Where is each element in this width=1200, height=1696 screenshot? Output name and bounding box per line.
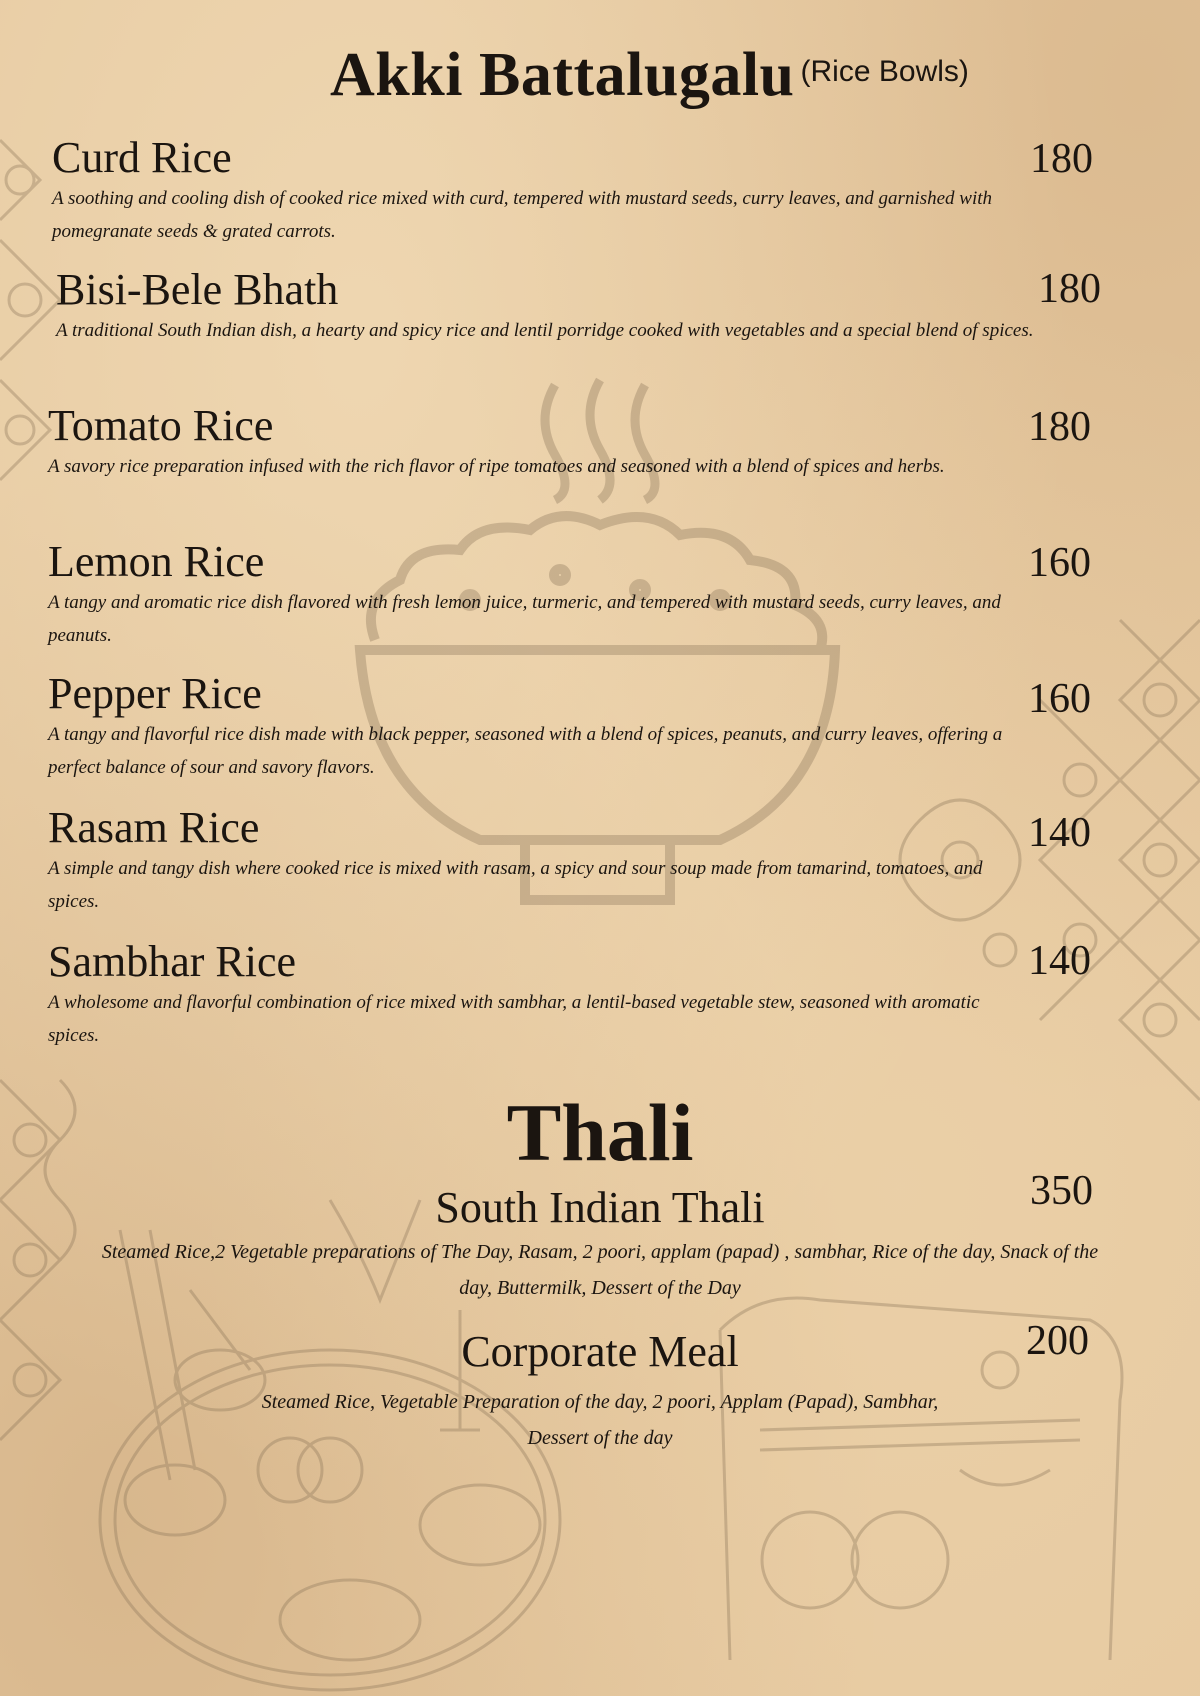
menu-item-price: 180: [1028, 404, 1091, 450]
thali-section-title: Thali: [506, 1087, 694, 1178]
menu-item-description: A wholesome and flavorful combination of rice mixed with sambhar, a lentil-based vegetable stew, seasoned with aromatic spices.: [48, 992, 980, 1046]
menu-item-name: Lemon Rice: [48, 537, 265, 586]
menu-item-description: A savory rice preparation infused with the rich flavor of ripe tomatoes and seasoned with a blend of spices and herbs.: [48, 456, 945, 477]
thali-item-name: Corporate Meal: [461, 1327, 739, 1376]
menu-item-name: Bisi-Bele Bhath: [56, 265, 339, 314]
thali-item-name: South Indian Thali: [435, 1183, 765, 1232]
menu-item-price: 180: [1030, 136, 1093, 182]
menu-item-description: A tangy and flavorful rice dish made with black pepper, seasoned with a blend of spices, peanuts, and curry leaves, offering a perfect balance of sour and savory flavors.: [48, 724, 1003, 778]
menu-item-name: Curd Rice: [52, 133, 232, 182]
menu-item-price: 160: [1028, 676, 1091, 722]
menu-item-name: Sambhar Rice: [48, 937, 297, 986]
menu-item: [48, 937, 1008, 1052]
thali-item-price: 350: [1030, 1168, 1093, 1214]
menu-item-description: A soothing and cooling dish of cooked rice mixed with curd, tempered with mustard seeds, curry leaves, and garnished with pomegranate seeds & grated carrots.: [52, 188, 993, 242]
menu-section-title: Akki Battalugalu: [330, 41, 795, 109]
thali-item-description: Steamed Rice, Vegetable Preparation of the day, 2 poori, Applam (Papad), Sambhar, Dessert of the day: [261, 1391, 939, 1449]
menu-item-name: Rasam Rice: [48, 803, 260, 852]
menu-item: [48, 537, 1008, 652]
page-title: [330, 40, 969, 111]
menu-item-price: 140: [1028, 810, 1091, 856]
menu-item-name: Tomato Rice: [48, 401, 274, 450]
menu-item: [56, 265, 1046, 347]
menu-item-price: 180: [1038, 266, 1101, 312]
menu-item-description: A tangy and aromatic rice dish flavored with fresh lemon juice, turmeric, and tempered with mustard seeds, curry leaves, and peanuts.: [48, 592, 1001, 646]
menu-item-price: 160: [1028, 540, 1091, 586]
menu-section-subtitle: (Rice Bowls): [800, 55, 969, 88]
menu-item: [52, 133, 1012, 248]
menu-item: [48, 669, 1008, 784]
thali-item-price: 200: [1026, 1318, 1089, 1364]
thali-item-description: Steamed Rice,2 Vegetable preparations of The Day, Rasam, 2 poori, applam (papad) , sambhar, Rice of the day, Snack of the day, Buttermilk, Dessert of the Day: [101, 1241, 1099, 1299]
menu-item-price: 140: [1028, 938, 1091, 984]
menu-item-description: A simple and tangy dish where cooked rice is mixed with rasam, a spicy and sour soup made from tamarind, tomatoes, and spices.: [48, 858, 983, 912]
menu-item: [48, 803, 1008, 918]
menu-item-name: Pepper Rice: [48, 669, 262, 718]
menu-item-description: A traditional South Indian dish, a hearty and spicy rice and lentil porridge cooked with vegetables and a special blend of spices.: [56, 320, 1034, 341]
menu-item: [48, 401, 1008, 483]
